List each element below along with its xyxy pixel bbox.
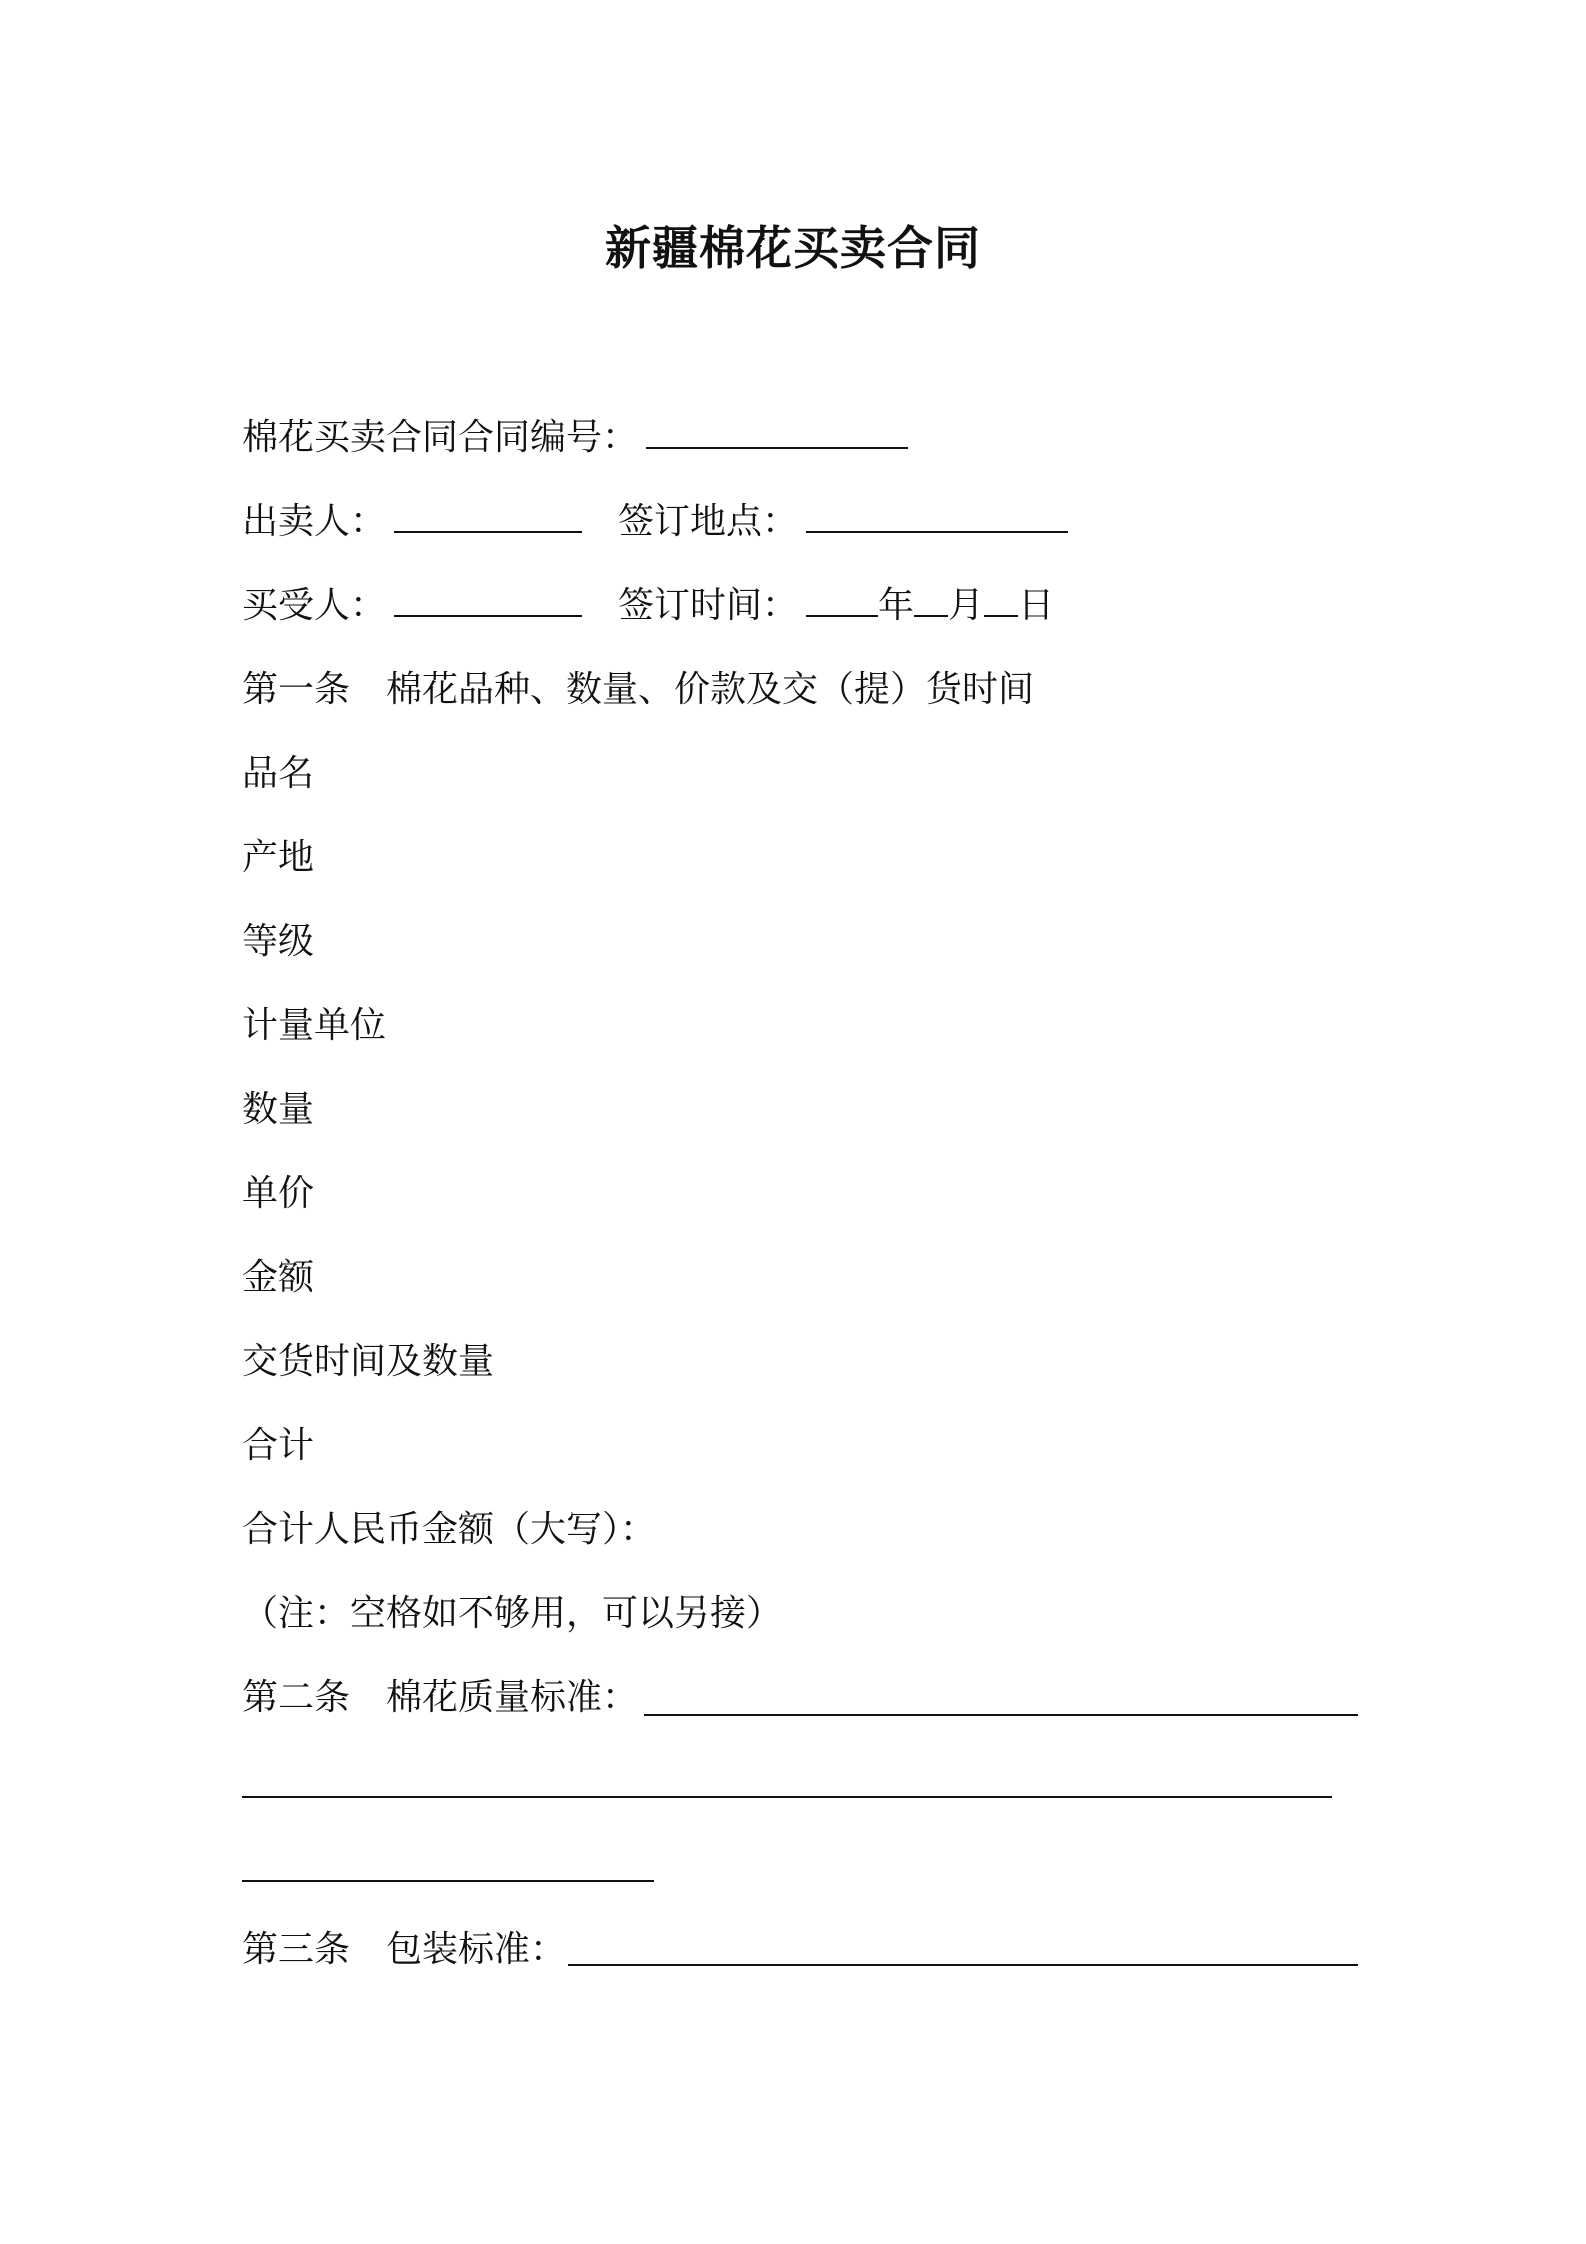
contract-number-line: [242, 412, 908, 464]
article-2-blank-2[interactable]: [242, 1796, 1332, 1798]
seller-blank[interactable]: [394, 497, 582, 533]
day-blank[interactable]: [984, 581, 1018, 617]
field-unit-price: 单价: [242, 1173, 315, 1214]
note-text: （注：空格如不够用，可以另接）: [242, 1593, 783, 1634]
sign-place-label: 签订地点：: [618, 501, 799, 542]
seller-line: [242, 496, 1068, 548]
article-3-line: [242, 1924, 566, 1976]
buyer-label: 买受人：: [242, 585, 387, 626]
article-2-blank-1[interactable]: [644, 1714, 1358, 1716]
sign-time-label: 签订时间：: [618, 585, 799, 626]
field-unit: 计量单位: [242, 1005, 387, 1046]
year-label: 年: [878, 585, 915, 626]
month-blank[interactable]: [914, 581, 948, 617]
field-delivery-time-quantity: 交货时间及数量: [242, 1341, 495, 1382]
article-1-heading: 第一条 棉花品种、数量、价款及交（提）货时间: [242, 669, 1035, 710]
buyer-blank[interactable]: [394, 581, 582, 617]
seller-label: 出卖人：: [242, 501, 387, 542]
field-grade: 等级: [242, 921, 315, 962]
field-amount: 金额: [242, 1257, 315, 1298]
article-2-label: 第二条 棉花质量标准：: [242, 1677, 639, 1718]
article-3-blank[interactable]: [568, 1964, 1358, 1966]
year-blank[interactable]: [806, 581, 878, 617]
field-total: 合计: [242, 1425, 315, 1466]
contract-number-label: 棉花买卖合同合同编号：: [242, 417, 639, 458]
article-2-blank-3[interactable]: [242, 1880, 654, 1882]
field-total-rmb-words: 合计人民币金额（大写）：: [242, 1509, 657, 1550]
article-2-line: [242, 1672, 638, 1724]
field-quantity: 数量: [242, 1089, 315, 1130]
sign-place-blank[interactable]: [806, 497, 1068, 533]
month-label: 月: [948, 585, 985, 626]
field-origin: 产地: [242, 837, 315, 878]
contract-number-blank[interactable]: [646, 413, 908, 449]
field-product-name: 品名: [242, 753, 315, 794]
article-3-label: 第三条 包装标准：: [242, 1929, 567, 1970]
day-label: 日: [1018, 585, 1055, 626]
buyer-line: [242, 580, 1054, 632]
document-title: 新疆棉花买卖合同: [605, 221, 981, 275]
